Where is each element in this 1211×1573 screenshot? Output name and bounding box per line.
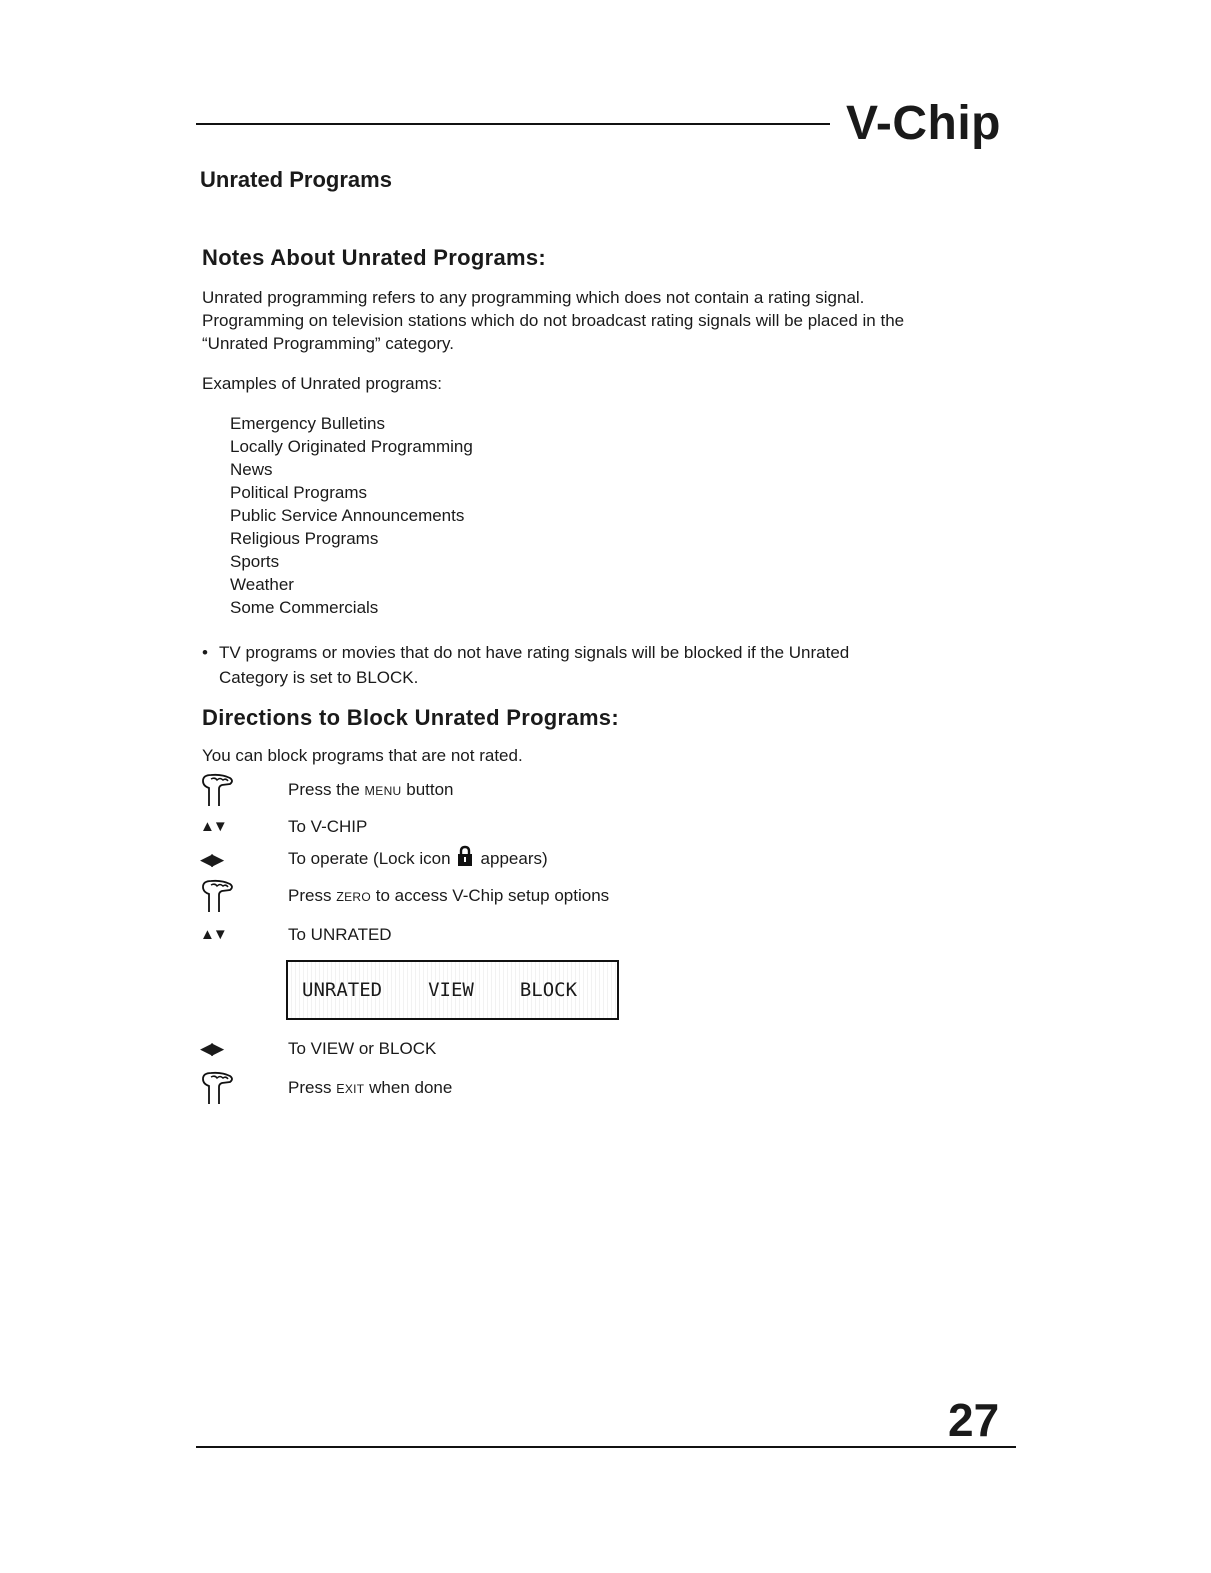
lock-icon [457,845,473,873]
notes-intro-line: Programming on television stations which do not broadcast rating signals will be placed in the [202,311,905,330]
page-subtitle: Unrated Programs [200,167,392,192]
examples-list [230,412,473,619]
step-text: To VIEW or BLOCK [288,1038,437,1058]
menu-option-block: BLOCK [519,979,578,1001]
list-item: Emergency Bulletins [230,414,385,433]
notes-heading: Notes About Unrated Programs: [202,245,547,270]
hand-press-icon [200,879,288,913]
exit-key-label: EXIT [336,1081,365,1096]
list-item: Locally Originated Programming [230,437,473,456]
notes-section [202,244,546,272]
step-to-view-or-block [200,1034,900,1062]
step-text: Press EXIT when done [288,1077,453,1097]
step-text: To UNRATED [288,924,392,944]
hand-press-icon [200,1071,288,1105]
examples-label: Examples of Unrated programs: [202,374,442,393]
footer-rule [196,1446,1016,1448]
up-down-arrows-icon: ▲▼ [200,817,226,835]
notes-intro-line: Unrated programming refers to any programming which does not contain a rating signal. [202,288,865,307]
bullet-dot-icon: • [202,643,208,662]
step-text: To operate (Lock icon appears) [288,845,548,873]
section-title: V-Chip [846,97,1001,150]
list-item: Religious Programs [230,529,379,548]
directions-intro: You can block programs that are not rated. [202,746,523,765]
menu-key-label: MENU [364,783,402,798]
unrated-menu-screen [286,960,619,1020]
block-note-line: TV programs or movies that do not have rating signals will be blocked if the Unrated [219,643,850,662]
list-item: Political Programs [230,483,367,502]
step-press-zero [200,882,900,910]
up-down-arrows-icon: ▲▼ [200,925,226,943]
step-to-vchip [200,812,900,840]
menu-label: UNRATED [302,979,383,1001]
step-to-operate [200,845,900,873]
block-note-line: Category is set to BLOCK. [219,668,419,687]
list-item: Public Service Announcements [230,506,465,525]
list-item: News [230,460,273,479]
directions-section [202,704,619,732]
step-press-exit [200,1074,900,1102]
step-text: Press the MENU button [288,779,454,799]
left-right-arrows-icon: ◀▶ [200,1038,223,1058]
left-right-arrows-icon: ◀▶ [200,849,223,869]
list-item: Sports [230,552,280,571]
step-text: To V-CHIP [288,816,368,836]
list-item: Some Commercials [230,598,379,617]
step-press-menu [200,776,900,804]
notes-intro [202,286,1022,355]
step-text: Press ZERO to access V-Chip setup options [288,885,610,905]
block-note [202,640,972,690]
hand-press-icon [200,773,288,807]
page-number: 27 [948,1394,1000,1446]
menu-option-view: VIEW [428,979,474,1001]
notes-intro-line: “Unrated Programming” category. [202,334,454,353]
step-to-unrated [200,920,900,948]
header-rule [196,123,830,125]
list-item: Weather [230,575,294,594]
directions-heading: Directions to Block Unrated Programs: [202,705,619,730]
zero-key-label: ZERO [336,889,372,904]
